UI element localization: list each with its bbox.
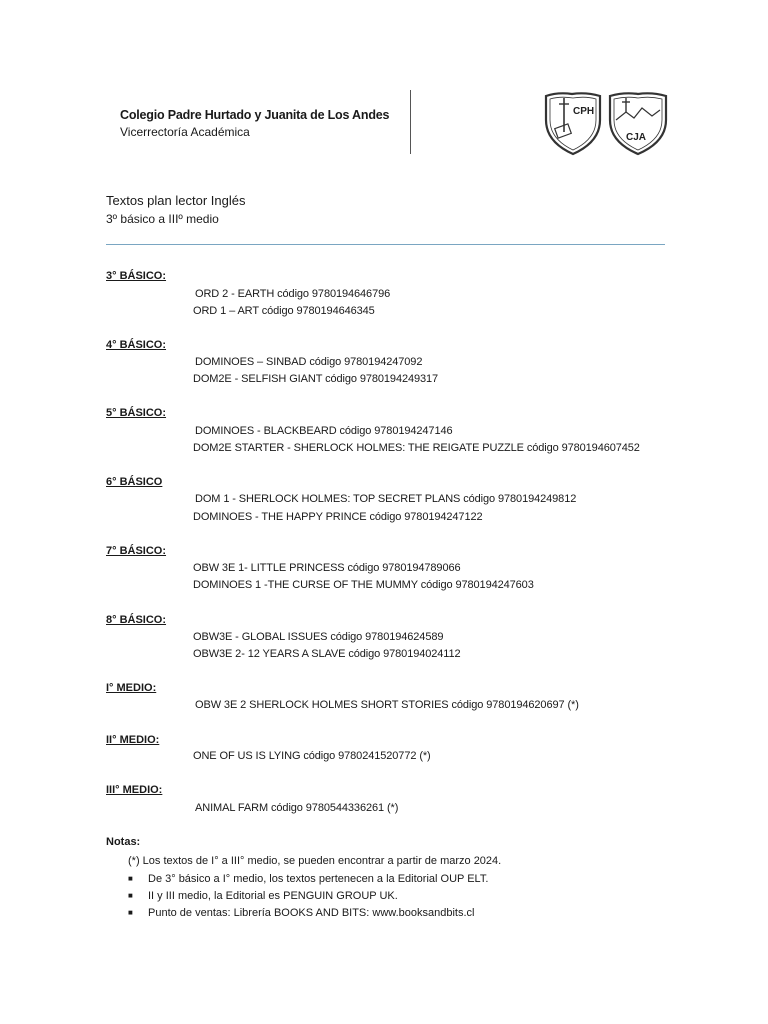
school-logos [542, 90, 670, 158]
section-heading: 6° BÁSICO [106, 476, 163, 488]
note-item [128, 887, 501, 904]
section-heading: 3° BÁSICO: [106, 270, 167, 282]
book-item: ANIMAL FARM código 9780544336261 (*) [195, 802, 399, 814]
book-item: DOMINOES - BLACKBEARD código 9780194247146 [195, 425, 453, 437]
plan-subtitle: 3º básico a IIIº medio [106, 212, 219, 226]
note-item [128, 904, 501, 921]
book-item: OBW 3E 2 SHERLOCK HOLMES SHORT STORIES código 9780194620697 (*) [195, 699, 579, 711]
school-crests-icon [542, 90, 670, 158]
section-heading: 5° BÁSICO: [106, 407, 167, 419]
department-name: Vicerrectoría Académica [120, 125, 250, 139]
book-item: ORD 1 – ART código 9780194646345 [193, 305, 375, 317]
note-text: II y III medio, la Editorial es PENGUIN GROUP UK. [148, 890, 398, 902]
book-item: DOMINOES - THE HAPPY PRINCE código 9780194247122 [193, 511, 483, 523]
plan-title: Textos plan lector Inglés [106, 193, 246, 208]
square-bullet-icon: ■ [128, 891, 133, 900]
title-divider [106, 244, 665, 245]
note-intro: (*) Los textos de I° a III° medio, se pueden encontrar a partir de marzo 2024. [128, 855, 502, 867]
section-heading: 8° BÁSICO: [106, 614, 167, 626]
section-heading: III° MEDIO: [106, 784, 163, 796]
book-item: DOM2E STARTER - SHERLOCK HOLMES: THE REIGATE PUZZLE código 9780194607452 [193, 442, 640, 454]
section-heading: 7° BÁSICO: [106, 545, 167, 557]
book-item: ORD 2 - EARTH código 9780194646796 [195, 288, 391, 300]
note-text: Punto de ventas: Librería BOOKS AND BITS: www.booksandbits.cl [148, 907, 475, 919]
square-bullet-icon: ■ [128, 874, 133, 883]
book-item: DOMINOES – SINBAD código 9780194247092 [195, 356, 423, 368]
book-item: OBW 3E 1- LITTLE PRINCESS código 9780194789066 [193, 562, 461, 574]
book-item: DOM 1 - SHERLOCK HOLMES: TOP SECRET PLANS código 9780194249812 [195, 493, 577, 505]
section-heading: I° MEDIO: [106, 682, 157, 694]
logo-left-text: CPH [573, 106, 595, 117]
book-item: DOM2E - SELFISH GIANT código 9780194249317 [193, 373, 439, 385]
notes-list [128, 853, 501, 921]
header-divider [410, 90, 411, 154]
section-heading: 4° BÁSICO: [106, 339, 167, 351]
school-name: Colegio Padre Hurtado y Juanita de Los Andes [120, 108, 390, 122]
book-item: OBW3E 2- 12 YEARS A SLAVE código 9780194024112 [193, 648, 461, 660]
square-bullet-icon: ■ [128, 908, 133, 917]
logo-right-text: CJA [626, 132, 647, 143]
note-text: De 3° básico a I° medio, los textos pertenecen a la Editorial OUP ELT. [148, 873, 489, 885]
notes-title: Notas: [106, 836, 141, 848]
section-heading: II° MEDIO: [106, 734, 160, 746]
note-item [128, 870, 501, 887]
book-item: OBW3E - GLOBAL ISSUES código 9780194624589 [193, 631, 444, 643]
book-item: ONE OF US IS LYING código 9780241520772 (*) [193, 750, 431, 762]
letterhead [120, 108, 389, 139]
book-item: DOMINOES 1 -THE CURSE OF THE MUMMY código 9780194247603 [193, 579, 534, 591]
